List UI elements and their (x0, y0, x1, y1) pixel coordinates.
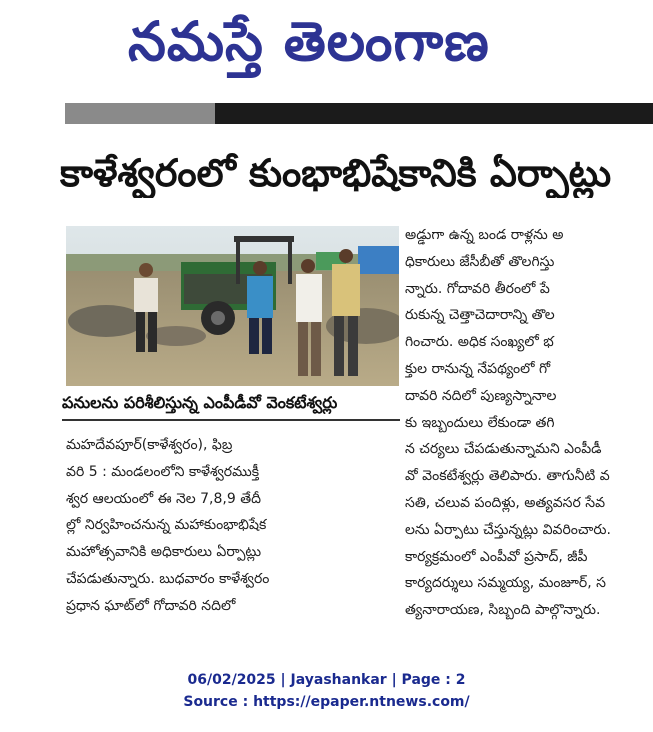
text-line: క్తుల రానున్న నేపథ్యంలో గో (405, 360, 551, 377)
text-line: మహదేవపూర్(కాళేశ్వరం), ఫిబ్ర (66, 437, 233, 453)
text-line: దావరి నదిలో పుణ్యస్నానాల (405, 387, 557, 404)
photo-caption: పనులను పరిశీలిస్తున్న ఎంపీడీవో వెంకటేశ్వర్లు (62, 393, 338, 412)
section-bar-black (215, 103, 653, 124)
text-line: ప్రధాన ఘాట్‌లో గోదావరి నదిలో (66, 597, 236, 614)
masthead (0, 0, 653, 88)
article-headline: కాళేశ్వరంలో కుంభాభిషేకానికి ఏర్పాట్లు (60, 151, 612, 195)
text-line: న చర్యలు చేపడుతున్నామని ఎంపీడీ (405, 441, 602, 458)
newspaper-logo: నమస్తే తెలంగాణ (128, 10, 490, 73)
article-photo (66, 226, 399, 386)
article-column-right (405, 222, 617, 624)
text-line: గించారు. అధిక సంఖ్యలో భ (405, 334, 554, 351)
text-line: కు ఇబ్బందులు లేకుండా తగి (405, 414, 555, 431)
text-line: వో వెంకటేశ్వర్లు తెలిపారు. తాగునీటి వ (405, 468, 610, 485)
caption-divider (62, 419, 400, 421)
text-line: వరి 5 : మండలంలోని కాళేశ్వరముక్తీ (66, 463, 260, 480)
text-line: శ్వర ఆలయంలో ఈ నెల 7,8,9 తేదీ (66, 490, 262, 507)
text-line: అడ్డుగా ఉన్న బండ రాళ్లను అ (405, 227, 564, 243)
text-line: ల్లో నిర్వహించనున్న మహాకుంభాభిషేక (66, 517, 267, 534)
footer-date-edition: 06/02/2025 | Jayashankar | Page : 2 (187, 672, 466, 688)
text-line: కార్యక్రమంలో ఎంపీవో ప్రసాద్, జీపీ (405, 548, 588, 565)
text-line: చేపడుతున్నారు. బుధవారం కాళేశ్వరం (66, 570, 270, 587)
text-line: కార్యదర్శులు సమ్మయ్య, మంజూర్, స (405, 575, 606, 592)
text-line: త్యనారాయణ, సిబ్బంది పాల్గొన్నారు. (405, 602, 601, 619)
section-bar-gray (65, 103, 215, 124)
text-line: మహోత్సవానికి అధికారులు ఏర్పాట్లు (66, 544, 262, 561)
article-column-left (66, 432, 400, 620)
text-line: లను ఏర్పాటు చేస్తున్నట్లు వివరించారు. (405, 521, 611, 538)
footer-source[interactable]: Source : https://epaper.ntnews.com/ (183, 694, 470, 710)
text-line: రుకున్న చెత్తాచెదారాన్ని తొల (405, 307, 555, 324)
text-line: న్నారు. గోదావరి తీరంలో పే (405, 280, 550, 297)
text-line: సతి, చలువ పందిళ్లు, అత్యవసర సేవ (405, 494, 606, 511)
text-line: ధికారులు జేసీబీతో తొలగిస్తు (405, 253, 555, 270)
